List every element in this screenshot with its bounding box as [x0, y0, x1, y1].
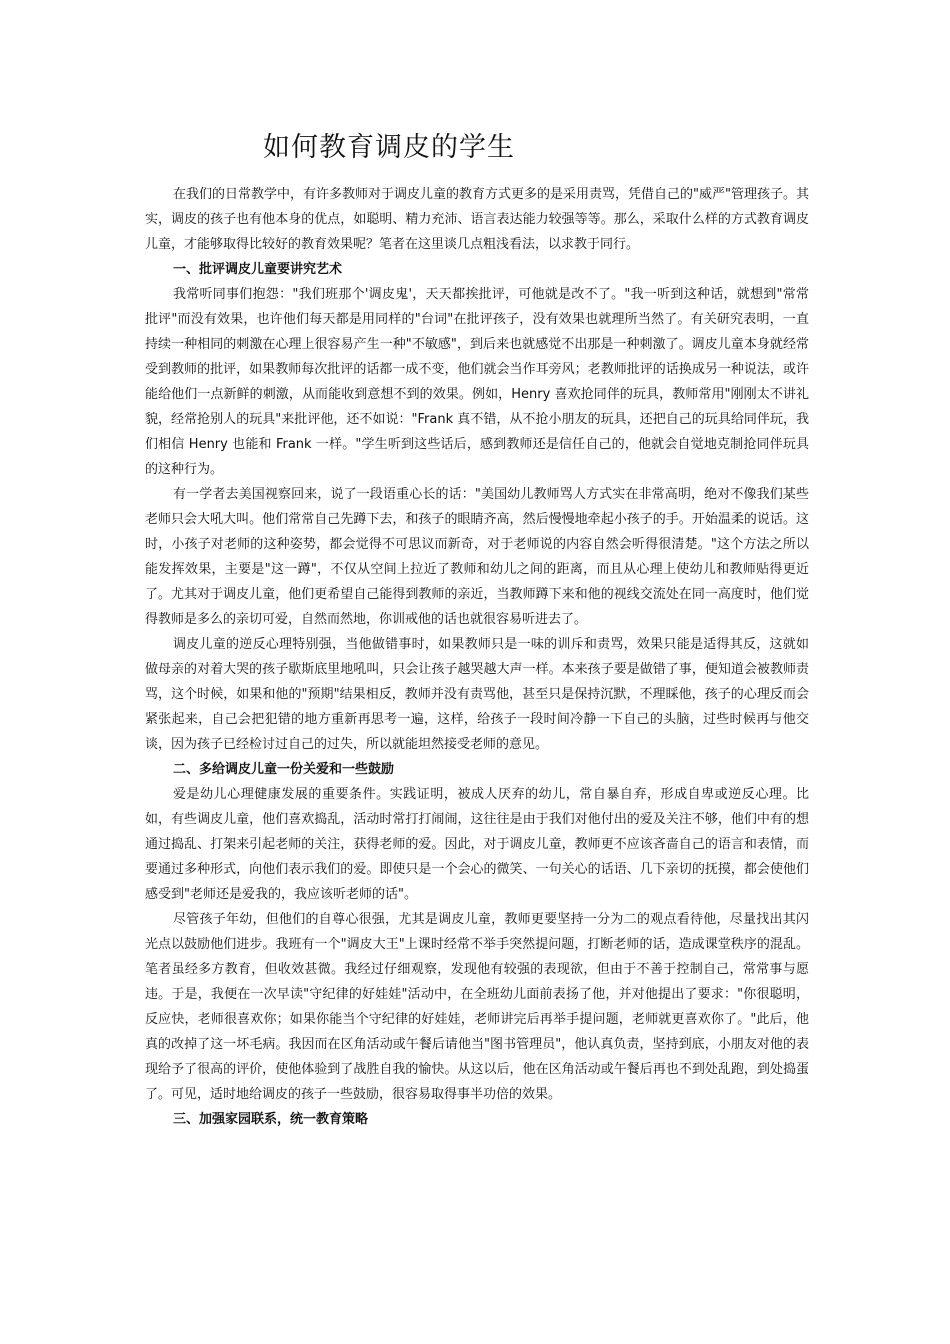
section-heading: 三、加强家园联系，统一教育策略 — [173, 1112, 369, 1127]
body-paragraph: 我常听同事们抱怨："我们班那个'调皮鬼'，天天都挨批评，可他就是改不了。"我一听到这种话，就想到"常常批评"而没有效果，也许他们每天都是用同样的"台词"在批评孩子，没有效果也就理所当然了。有关研究表明，一直持续一种相同的刺激在心理上很容易产生一种"不敏感"，到后来也就感觉不出那是一种刺激了。调皮儿童本身就经常受到教师的批评，如果教师每次批评的话都一成不变，他们就会当作耳旁风；老教师批评的话换成另一种说法，或许能给他们一点新鲜的刺激，从而能收到意想不到的效果。例如，Henry 喜欢抢同伴的玩具，教师常用"刚刚太不讲礼貌，经常抢别人的玩具"来批评他，还不如说："Frank 真不错，从不抢小朋友的玩具，还把自己的玩具给同伴玩，我们相信 Henry 也能和 Frank 一样。"学生听到这些话后，感到教师还是信任自己的，他就会自觉地克制抢同伴玩具的这种行为。 — [145, 287, 809, 477]
body-paragraph: 在我们的日常教学中，有许多教师对于调皮儿童的教育方式更多的是采用责骂，凭借自己的"威严"管理孩子。其实，调皮的孩子也有他本身的优点，如聪明、精力充沛、语言表达能力较强等等。那么，采取什么样的方式教育调皮儿童，才能够取得比较好的教育效果呢？笔者在这里谈几点粗浅看法，以求教于同行。 — [145, 187, 809, 252]
body-paragraph: 尽管孩子年幼，但他们的自尊心很强，尤其是调皮儿童，教师更要坚持一分为二的观点看待他，尽量找出其闪光点以鼓励他们进步。我班有一个"调皮大王"上课时经常不举手突然提问题，打断老师的话，造成课堂秩序的混乱。笔者虽经多方教育，但收效甚微。我经过仔细观察，发现他有较强的表现欲，但由于不善于控制自己，常常事与愿违。于是，我便在一次早读"守纪律的好娃娃"活动中，在全班幼儿面前表扬了他，并对他提出了要求："你很聪明，反应快，老师很喜欢你；如果你能当个守纪律的好娃娃，老师讲完后再举手提问题，老师就更喜欢你了。"此后，他真的改掉了这一坏毛病。我因而在区角活动或午餐后请他当"图书管理员"，他认真负责，坚持到底，小朋友对他的表现给予了很高的评价，使他体验到了战胜自我的愉快。从这以后，他在区角活动或午餐后再也不到处乱跑，到处捣蛋了。可见，适时地给调皮的孩子一些鼓励，很容易取得事半功倍的效果。 — [145, 912, 809, 1102]
body-paragraph: 调皮儿童的逆反心理特别强，当他做错事时，如果教师只是一味的训斥和责骂，效果只能是适得其反，这就如做母亲的对着大哭的孩子歇斯底里地吼叫，只会让孩子越哭越大声一样。本来孩子要是做错了事，便知道会被教师责骂，这个时候，如果和他的"预期"结果相反，教师并没有责骂他，甚至只是保持沉默，不理睬他，孩子的心理反而会紧张起来，自己会把犯错的地方重新再思考一遍，这样，给孩子一段时间冷静一下自己的头脑，过些时候再与他交谈，因为孩子已经检讨过自己的过失，所以就能坦然接受老师的意见。 — [145, 637, 809, 752]
body-paragraph: 爱是幼儿心理健康发展的重要条件。实践证明，被成人厌弃的幼儿，常自暴自弃，形成自卑或逆反心理。比如，有些调皮儿童，他们喜欢捣乱，活动时常打打闹闹，这往往是由于我们对他付出的爱及关注不够，他们中有的想通过捣乱、打架来引起老师的关注，获得老师的爱。因此，对于调皮儿童，教师更不应该吝啬自己的语言和表情，而要通过多种形式，向他们表示我们的爱。即使只是一个会心的微笑、一句关心的话语、几下亲切的抚摸，都会使他们感受到"老师还是爱我的，我应该听老师的话"。 — [145, 787, 809, 902]
document-title: 如何教育调皮的学生 — [263, 132, 515, 163]
body-paragraph: 有一学者去美国视察回来，说了一段语重心长的话："美国幼儿教师骂人方式实在非常高明，绝对不像我们某些老师只会大吼大叫。他们常常自己先蹲下去，和孩子的眼睛齐高，然后慢慢地牵起小孩子的手。开始温柔的说话。这时，小孩子对老师的这种姿势，都会觉得不可思议而新奇，对于老师说的内容自然会听得很清楚。"这个方法之所以能发挥效果，主要是"这一蹲"，不仅从空间上拉近了教师和幼儿之间的距离，而且从心理上使幼儿和教师贴得更近了。尤其对于调皮儿童，他们更希望自己能得到教师的亲近，当教师蹲下来和他的视线交流处在同一高度时，他们觉得教师是多么的亲切可爱，自然而然地，你训戒他的话也就很容易听进去了。 — [145, 487, 809, 627]
document-body — [145, 182, 809, 1132]
section-heading: 一、批评调皮儿童要讲究艺术 — [173, 262, 343, 277]
section-heading: 二、多给调皮儿童一份关爱和一些鼓励 — [173, 762, 395, 777]
document-page — [145, 128, 809, 1132]
